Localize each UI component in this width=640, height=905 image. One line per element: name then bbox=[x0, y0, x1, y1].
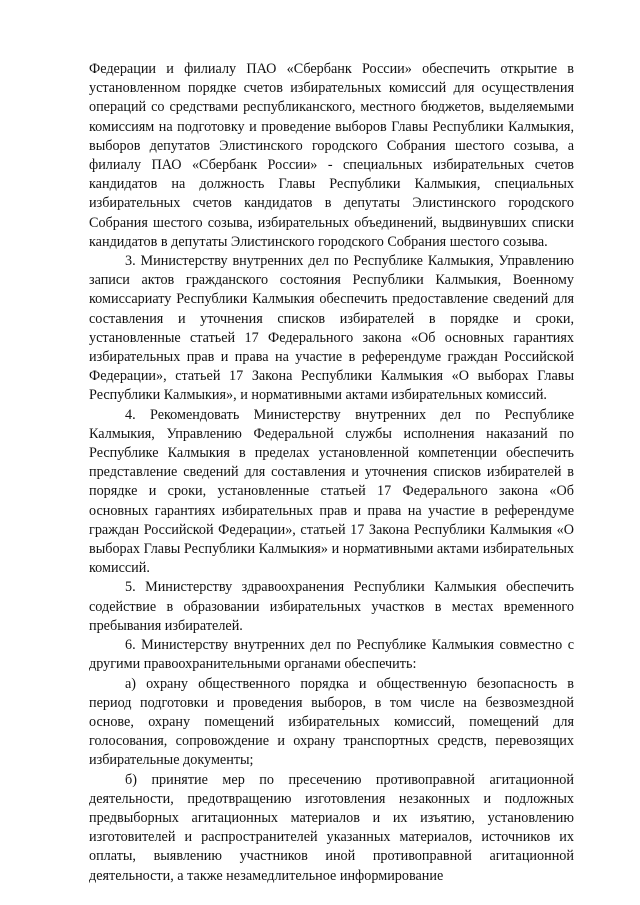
paragraph-item-6b: б) принятие мер по пресечению противоправной агитационной деятельности, предотвращению изготовления незаконных и подложных предвыборных агитационных материалов и их изъятию, установлению изготовителей и распространителей указанных материалов, источников их оплаты, выявлению участников иной противоправной агитационной деятельности, а также незамедлительное информирование bbox=[89, 771, 574, 884]
paragraph-item-3: 3. Министерству внутренних дел по Республике Калмыкия, Управлению записи актов гражданского состояния Республики Калмыкия, Военному комиссариату Республики Калмыкия обеспечить предоставление сведений для составления и уточнения списков избирателей в порядке и сроки, установленные статьей 17 Федерального закона «Об основных гарантиях избирательных прав и права на участие в референдуме граждан Российской Федерации», статьей 17 Закона Республики Калмыкия «О выборах Главы Республики Калмыкия», и нормативными актами избирательных комиссий. bbox=[89, 253, 574, 404]
paragraph-item-6: 6. Министерству внутренних дел по Республике Калмыкия совместно с другими правоохранительными органами обеспечить: bbox=[89, 637, 574, 673]
document-body bbox=[89, 60, 574, 886]
paragraph-item-6a: а) охрану общественного порядка и общественную безопасность в период подготовки и проведения выборов, в том числе на безвозмездной основе, охрану помещений избирательных комиссий, помещений для голосования, сопровождение и охрану транспортных средств, перевозящих избирательные документы; bbox=[89, 675, 574, 769]
paragraph-continuation: Федерации и филиалу ПАО «Сбербанк России» обеспечить открытие в установленном порядке счетов избирательных комиссий для осуществления операций со средствами республиканского, местного бюджетов, выделяемыми комиссиям на подготовку и проведение выборов Главы Республики Калмыкия, выборов депутатов Элистинского городского Собрания шестого созыва, а филиалу ПАО «Сбербанк России» - специальных избирательных счетов кандидатов на должность Главы Республики Калмыкия, специальных избирательных счетов кандидатов в депутаты Элистинского городского Собрания шестого созыва, избирательных объединений, выдвинувших списки кандидатов в депутаты Элистинского городского Собрания шестого созыва. bbox=[89, 61, 574, 250]
paragraph-item-4: 4. Рекомендовать Министерству внутренних дел по Республике Калмыкия, Управлению Федеральной службы исполнения наказаний по Республике Калмыкия в пределах установленной компетенции обеспечить представление сведений для составления и уточнения списков избирателей в порядке и сроки, установленные статьей 17 Федерального закона «Об основных гарантиях избирательных прав и права на участие в референдуме граждан Российской Федерации», статьей 17 Закона Республики Калмыкия «О выборах Главы Республики Калмыкия» и нормативными актами избирательных комиссий. bbox=[89, 406, 574, 577]
paragraph-item-5: 5. Министерству здравоохранения Республики Калмыкия обеспечить содействие в образовании избирательных участков в местах временного пребывания избирателей. bbox=[89, 579, 574, 634]
